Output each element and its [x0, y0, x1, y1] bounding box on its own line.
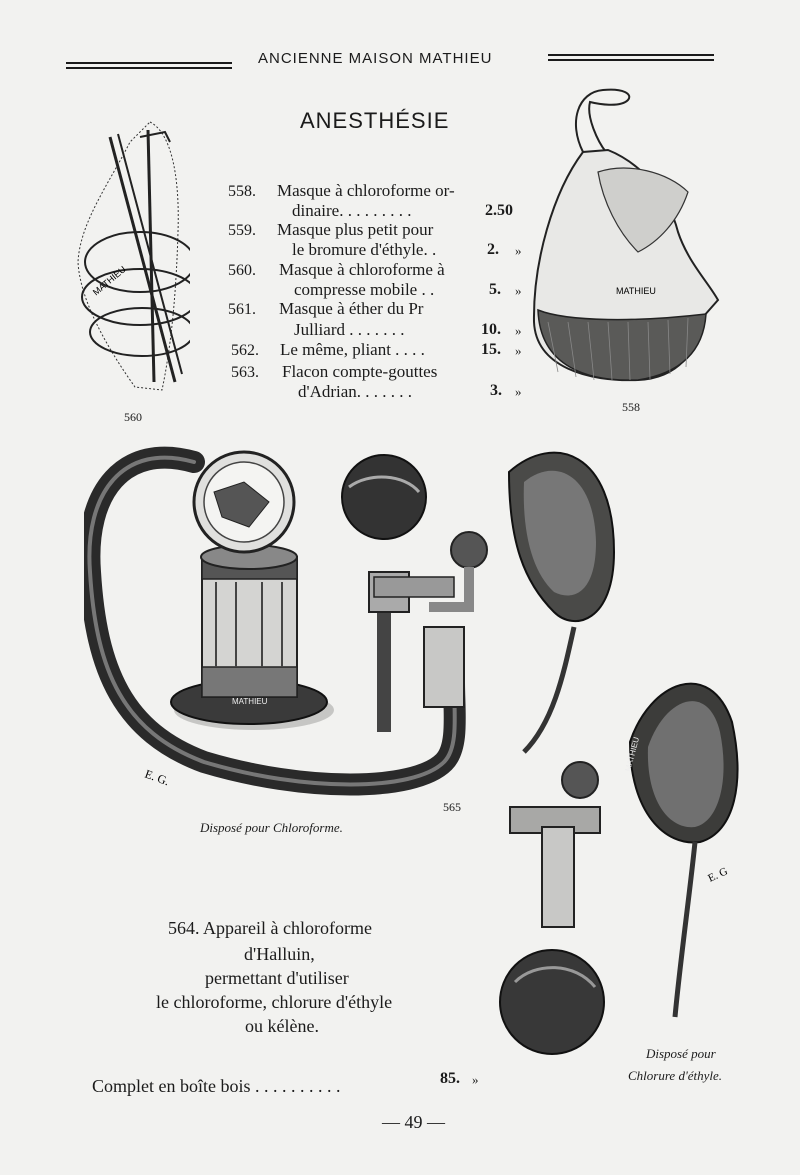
item-price: 2.50 — [485, 202, 513, 219]
ethyl-apparatus-illustration — [480, 662, 740, 1082]
caption-ethyl-line2: Chlorure d'éthyle. — [628, 1068, 723, 1083]
caption-chloroform: Disposé pour Chloroforme. — [200, 820, 343, 835]
item-price-ditto: » — [515, 283, 522, 298]
item-description: d'Adrian. . . . . . . — [298, 382, 413, 401]
item-description: Flacon compte-gouttes — [282, 362, 438, 381]
figure-label-558: 558 — [622, 400, 640, 414]
item-price: 2. — [487, 241, 499, 258]
page-number: — 49 — — [382, 1112, 445, 1132]
item-price: 3. — [490, 382, 502, 399]
figure-label-565: 565 — [443, 800, 461, 814]
engraver-mark-2: E. G — [706, 865, 730, 885]
item-description: le bromure d'éthyle. . — [292, 240, 437, 259]
item-price-ditto: » — [515, 343, 522, 358]
complete-set-price: 85. — [440, 1070, 460, 1087]
section-title: ANESTHÉSIE — [300, 108, 450, 133]
caption-ethyl-line1: Disposé pour — [646, 1046, 716, 1061]
item-description: compresse mobile . . — [294, 280, 435, 299]
item-price: 10. — [481, 321, 501, 338]
item-description: Julliard . . . . . . . — [294, 320, 405, 339]
product-564-line: permettant d'utiliser — [205, 968, 349, 988]
product-564-line: ou kélène. — [245, 1016, 319, 1036]
item-price-ditto: » — [515, 384, 522, 399]
figure-label-560: 560 — [124, 410, 142, 424]
item-price: 15. — [481, 341, 501, 358]
header-rule-right — [548, 54, 714, 61]
engraver-mark-1: E. G. — [142, 766, 172, 789]
item-description: Masque à chloroforme or- — [277, 181, 455, 200]
item-description: Masque plus petit pour — [277, 220, 434, 239]
item-number: 559. — [228, 222, 256, 239]
mask-565-brand: MATHIEU — [623, 735, 642, 773]
product-564-line: d'Halluin, — [244, 944, 315, 964]
header-rule-left — [66, 62, 232, 69]
item-price-ditto: » — [515, 243, 522, 258]
item-number: 560. — [228, 262, 256, 279]
mask-558-brand: MATHIEU — [616, 286, 656, 296]
mask-560-illustration — [70, 112, 190, 397]
mask-558-illustration — [528, 82, 728, 394]
item-number: 561. — [228, 301, 256, 318]
item-price-ditto: » — [515, 323, 522, 338]
item-number: 562. — [231, 342, 259, 359]
mask-560-brand: MATHIEU — [90, 264, 128, 298]
complete-set-price-ditto: » — [472, 1072, 479, 1087]
item-description: Le même, pliant . . . . — [280, 340, 425, 359]
item-number: 558. — [228, 183, 256, 200]
item-number: 563. — [231, 364, 259, 381]
item-description: dinaire. . . . . . . . . — [292, 201, 412, 220]
item-description: Masque à chloroforme à — [279, 260, 445, 279]
header-title: ANCIENNE MAISON MATHIEU — [258, 50, 493, 67]
product-564-line: 564. Appareil à chloroforme — [168, 918, 372, 938]
complete-set-label: Complet en boîte bois . . . . . . . . . . — [92, 1076, 341, 1096]
item-price: 5. — [489, 281, 501, 298]
apparatus-brand: MATHIEU — [232, 697, 268, 706]
product-564-line: le chloroforme, chlorure d'éthyle — [156, 992, 393, 1012]
item-description: Masque à éther du Pr — [279, 299, 424, 318]
